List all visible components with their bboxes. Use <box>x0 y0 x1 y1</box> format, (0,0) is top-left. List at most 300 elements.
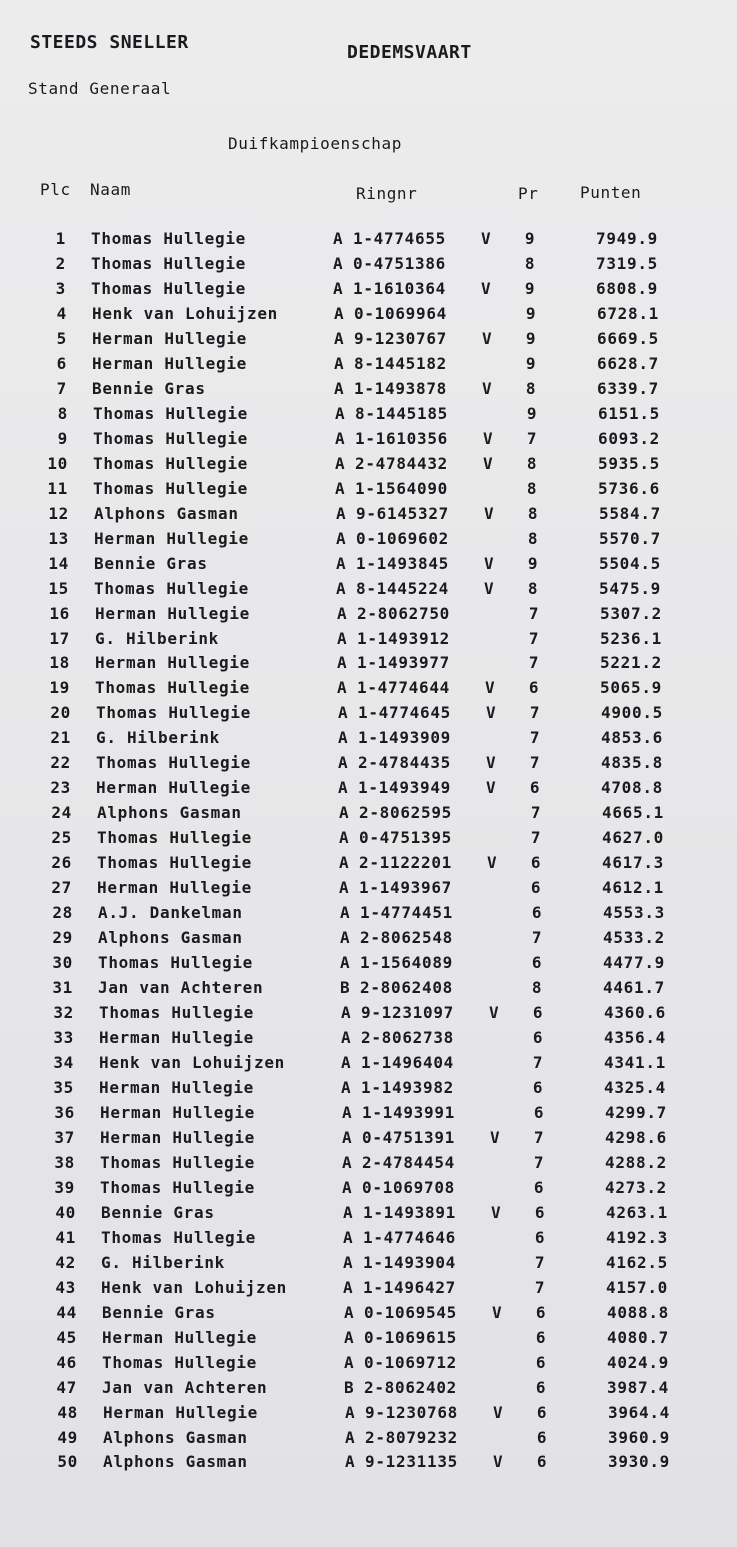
points-cell: 5475.9 <box>599 578 661 598</box>
ring-number-cell: 1-1493977 <box>357 653 450 673</box>
ring-number-cell: 1-1496404 <box>361 1052 454 1072</box>
name-cell: Thomas Hullegie <box>93 478 248 498</box>
points-cell: 4627.0 <box>602 828 664 848</box>
prizes-cell: 8 <box>524 253 536 273</box>
ring-number-cell: 2-8062750 <box>357 603 450 623</box>
name-cell: Herman Hullegie <box>95 653 250 673</box>
table-row <box>0 503 737 528</box>
name-cell: Thomas Hullegie <box>97 828 252 848</box>
v-marker-cell: V <box>486 703 497 723</box>
place-cell: 18 <box>49 653 70 673</box>
name-cell: Alphons Gasman <box>94 503 239 523</box>
prizes-cell: 7 <box>533 1127 545 1147</box>
name-cell: Herman Hullegie <box>100 1102 255 1122</box>
category-cell: A <box>337 678 348 698</box>
prizes-cell: 9 <box>526 403 538 423</box>
table-row <box>0 1277 737 1302</box>
v-marker-cell: V <box>493 1452 504 1472</box>
name-cell: Henk van Lohuijzen <box>92 303 278 323</box>
name-cell: Alphons Gasman <box>97 803 242 823</box>
category-cell: A <box>338 753 349 773</box>
points-cell: 6628.7 <box>597 353 659 373</box>
place-cell: 4 <box>56 303 67 323</box>
table-row <box>0 453 737 478</box>
table-row <box>0 1227 737 1252</box>
v-marker-cell: V <box>484 503 495 523</box>
prizes-cell: 6 <box>530 878 542 898</box>
place-cell: 34 <box>53 1052 74 1072</box>
v-marker-cell: V <box>483 428 494 448</box>
name-cell: Thomas Hullegie <box>97 853 252 873</box>
place-cell: 26 <box>51 853 72 873</box>
name-cell: Alphons Gasman <box>103 1427 248 1447</box>
category-cell: A <box>337 628 348 648</box>
prizes-cell: 6 <box>535 1352 547 1372</box>
points-cell: 5065.9 <box>600 678 662 698</box>
table-row <box>0 677 737 702</box>
points-cell: 4024.9 <box>607 1352 669 1372</box>
ring-number-cell: 1-1493912 <box>357 628 450 648</box>
table-row <box>0 702 737 727</box>
page-title: Duifkampioenschap <box>228 134 402 153</box>
name-cell: Herman Hullegie <box>100 1127 255 1147</box>
v-marker-cell: V <box>483 453 494 473</box>
category-cell: A <box>334 378 345 398</box>
table-row <box>0 652 737 677</box>
category-cell: A <box>341 1028 352 1047</box>
prizes-cell: 7 <box>529 703 541 723</box>
prizes-cell: 6 <box>530 853 542 873</box>
points-cell: 3987.4 <box>607 1377 669 1397</box>
points-cell: 4900.5 <box>601 703 663 723</box>
name-cell: Thomas Hullegie <box>91 229 246 248</box>
table-row <box>0 1352 737 1377</box>
points-cell: 4612.1 <box>602 878 664 898</box>
ring-number-cell: 9-1230767 <box>354 328 447 348</box>
table-row <box>0 752 737 777</box>
name-cell: Thomas Hullegie <box>96 753 251 773</box>
place-cell: 33 <box>53 1028 74 1047</box>
category-cell: A <box>338 778 349 798</box>
prizes-cell: 9 <box>525 303 537 323</box>
points-cell: 4299.7 <box>605 1102 667 1122</box>
location-name: DEDEMSVAART <box>347 42 472 63</box>
prizes-cell: 8 <box>526 453 538 473</box>
name-cell: Thomas Hullegie <box>95 678 250 698</box>
table-row <box>0 1202 737 1227</box>
category-cell: A <box>341 1003 352 1023</box>
prizes-cell: 7 <box>534 1252 546 1272</box>
ring-number-cell: 1-1493909 <box>358 728 451 748</box>
table-row <box>0 977 737 1002</box>
prizes-cell: 6 <box>533 1177 545 1197</box>
ring-number-cell: 1-4774655 <box>353 229 446 248</box>
table-row <box>0 278 737 303</box>
ring-number-cell: 8-1445182 <box>354 353 447 373</box>
prizes-cell: 9 <box>524 278 536 298</box>
prizes-cell: 6 <box>529 778 541 798</box>
table-row <box>0 852 737 877</box>
v-marker-cell: V <box>486 753 497 773</box>
ring-number-cell: 1-1493967 <box>359 878 452 898</box>
table-row <box>0 1302 737 1327</box>
table-row <box>0 802 737 827</box>
table-row <box>0 553 737 578</box>
category-cell: A <box>345 1427 356 1447</box>
prizes-cell: 7 <box>526 428 538 448</box>
place-cell: 42 <box>55 1252 76 1272</box>
name-cell: Thomas Hullegie <box>93 403 248 423</box>
category-cell: B <box>340 978 351 998</box>
points-cell: 4708.8 <box>601 778 663 798</box>
v-marker-cell: V <box>490 1127 501 1147</box>
club-name: STEEDS SNELLER <box>30 32 189 53</box>
place-cell: 5 <box>56 328 67 348</box>
category-cell: A <box>333 229 344 248</box>
points-cell: 5935.5 <box>598 453 660 473</box>
name-cell: Alphons Gasman <box>98 928 243 948</box>
v-marker-cell: V <box>489 1003 500 1023</box>
points-cell: 6151.5 <box>598 403 660 423</box>
prizes-cell: 7 <box>534 1277 546 1297</box>
points-cell: 4477.9 <box>603 953 665 973</box>
ring-number-cell: 1-1564090 <box>355 478 448 498</box>
points-cell: 4263.1 <box>606 1202 668 1222</box>
category-cell: A <box>336 528 347 548</box>
ring-number-cell: 1-1493845 <box>356 553 449 573</box>
points-cell: 6808.9 <box>596 278 658 298</box>
ring-number-cell: 0-4751395 <box>359 828 452 848</box>
table-row <box>0 253 737 278</box>
category-cell: A <box>339 828 350 848</box>
table-row <box>0 603 737 628</box>
points-cell: 6093.2 <box>598 428 660 448</box>
place-cell: 12 <box>48 503 69 523</box>
points-cell: 4088.8 <box>607 1302 669 1322</box>
table-row <box>0 1402 737 1427</box>
prizes-cell: 6 <box>528 678 540 698</box>
points-cell: 4665.1 <box>602 803 664 823</box>
points-cell: 4080.7 <box>607 1327 669 1347</box>
category-cell: A <box>342 1127 353 1147</box>
points-cell: 5584.7 <box>599 503 661 523</box>
name-cell: Herman Hullegie <box>102 1327 257 1347</box>
table-row <box>0 877 737 902</box>
category-cell: A <box>333 253 344 273</box>
prizes-cell: 9 <box>527 553 539 573</box>
points-cell: 4298.6 <box>605 1127 667 1147</box>
name-cell: Thomas Hullegie <box>96 703 251 723</box>
name-cell: Alphons Gasman <box>103 1452 248 1472</box>
category-cell: A <box>343 1277 354 1297</box>
v-marker-cell: V <box>492 1302 503 1322</box>
points-cell: 5504.5 <box>599 553 661 573</box>
name-cell: Henk van Lohuijzen <box>99 1052 285 1072</box>
ring-number-cell: 2-8062595 <box>359 803 452 823</box>
name-cell: A.J. Dankelman <box>98 903 243 923</box>
prizes-cell: 6 <box>534 1227 546 1247</box>
name-cell: Thomas Hullegie <box>99 1003 254 1023</box>
column-header-punten: Punten <box>580 183 642 202</box>
v-marker-cell: V <box>481 229 492 248</box>
place-cell: 7 <box>56 378 67 398</box>
table-row <box>0 353 737 378</box>
v-marker-cell: V <box>482 328 493 348</box>
name-cell: Thomas Hullegie <box>91 253 246 273</box>
v-marker-cell: V <box>484 578 495 598</box>
place-cell: 40 <box>55 1202 76 1222</box>
prizes-cell: 6 <box>536 1452 548 1472</box>
prizes-cell: 7 <box>533 1152 545 1172</box>
name-cell: Thomas Hullegie <box>100 1152 255 1172</box>
name-cell: Thomas Hullegie <box>91 278 246 298</box>
table-row <box>0 228 737 253</box>
table-row <box>0 1027 737 1052</box>
name-cell: Herman Hullegie <box>94 528 249 548</box>
points-cell: 4461.7 <box>603 978 665 998</box>
name-cell: G. Hilberink <box>96 728 220 748</box>
table-row <box>0 777 737 802</box>
points-cell: 4341.1 <box>604 1052 666 1072</box>
table-row <box>0 1177 737 1202</box>
table-row <box>0 727 737 752</box>
name-cell: Thomas Hullegie <box>102 1352 257 1372</box>
category-cell: A <box>335 428 346 448</box>
points-cell: 4288.2 <box>605 1152 667 1172</box>
ring-number-cell: 2-8062408 <box>360 978 453 998</box>
ring-number-cell: 2-4784432 <box>355 453 448 473</box>
points-cell: 5307.2 <box>600 603 662 623</box>
place-cell: 50 <box>57 1452 78 1472</box>
ring-number-cell: 1-1493904 <box>363 1252 456 1272</box>
table-row <box>0 478 737 503</box>
ring-number-cell: 0-1069545 <box>364 1302 457 1322</box>
category-cell: A <box>341 1077 352 1097</box>
place-cell: 23 <box>50 778 71 798</box>
prizes-cell: 9 <box>524 229 536 248</box>
place-cell: 15 <box>48 578 69 598</box>
table-row <box>0 1077 737 1102</box>
category-cell: A <box>340 953 351 973</box>
name-cell: Thomas Hullegie <box>94 578 249 598</box>
category-cell: A <box>341 1052 352 1072</box>
prizes-cell: 6 <box>535 1377 547 1397</box>
category-cell: A <box>335 478 346 498</box>
table-row <box>0 428 737 453</box>
table-row <box>0 403 737 428</box>
prizes-cell: 6 <box>536 1402 548 1422</box>
prizes-cell: 9 <box>525 328 537 348</box>
ring-number-cell: 2-8079232 <box>365 1427 458 1447</box>
ring-number-cell: 1-1564089 <box>360 953 453 973</box>
ring-number-cell: 2-8062402 <box>364 1377 457 1397</box>
prizes-cell: 7 <box>529 728 541 748</box>
category-cell: A <box>345 1402 356 1422</box>
category-cell: A <box>344 1302 355 1322</box>
ring-number-cell: 1-4774645 <box>358 703 451 723</box>
points-cell: 4835.8 <box>601 753 663 773</box>
place-cell: 41 <box>55 1227 76 1247</box>
ring-number-cell: 2-4784435 <box>358 753 451 773</box>
place-cell: 45 <box>56 1327 77 1347</box>
category-cell: A <box>343 1227 354 1247</box>
place-cell: 37 <box>54 1127 75 1147</box>
points-cell: 7949.9 <box>596 229 658 248</box>
category-cell: A <box>335 453 346 473</box>
name-cell: Bennie Gras <box>92 378 206 398</box>
place-cell: 27 <box>51 878 72 898</box>
category-cell: A <box>339 803 350 823</box>
name-cell: G. Hilberink <box>101 1252 225 1272</box>
ring-number-cell: 0-1069615 <box>364 1327 457 1347</box>
ring-number-cell: 0-1069964 <box>354 303 447 323</box>
table-row <box>0 1002 737 1027</box>
table-row <box>0 1152 737 1177</box>
points-cell: 4617.3 <box>602 853 664 873</box>
place-cell: 28 <box>52 903 73 923</box>
v-marker-cell: V <box>484 553 495 573</box>
place-cell: 39 <box>54 1177 75 1197</box>
name-cell: Bennie Gras <box>101 1202 215 1222</box>
name-cell: Herman Hullegie <box>92 328 247 348</box>
place-cell: 22 <box>50 753 71 773</box>
place-cell: 11 <box>47 478 68 498</box>
prizes-cell: 6 <box>533 1102 545 1122</box>
place-cell: 8 <box>57 403 68 423</box>
place-cell: 35 <box>53 1077 74 1097</box>
table-row <box>0 1327 737 1352</box>
ring-number-cell: 2-8062548 <box>360 928 453 948</box>
name-cell: Henk van Lohuijzen <box>101 1277 287 1297</box>
points-cell: 6728.1 <box>597 303 659 323</box>
ring-number-cell: 8-1445224 <box>356 578 449 598</box>
prizes-cell: 7 <box>532 1052 544 1072</box>
ring-number-cell: 1-1493949 <box>358 778 451 798</box>
name-cell: Herman Hullegie <box>99 1028 254 1047</box>
ring-number-cell: 0-1069708 <box>362 1177 455 1197</box>
prizes-cell: 6 <box>535 1302 547 1322</box>
table-row <box>0 1127 737 1152</box>
place-cell: 10 <box>47 453 68 473</box>
ring-number-cell: 1-1496427 <box>363 1277 456 1297</box>
prizes-cell: 7 <box>529 753 541 773</box>
category-cell: A <box>337 603 348 623</box>
prizes-cell: 8 <box>527 503 539 523</box>
prizes-cell: 6 <box>534 1202 546 1222</box>
ring-number-cell: 1-1610356 <box>355 428 448 448</box>
name-cell: Herman Hullegie <box>92 353 247 373</box>
name-cell: Thomas Hullegie <box>100 1177 255 1197</box>
ring-number-cell: 1-4774644 <box>357 678 450 698</box>
points-cell: 4853.6 <box>601 728 663 748</box>
name-cell: Herman Hullegie <box>96 778 251 798</box>
place-cell: 19 <box>49 678 70 698</box>
ring-number-cell: 9-1230768 <box>365 1402 458 1422</box>
category-cell: A <box>342 1152 353 1172</box>
place-cell: 13 <box>48 528 69 548</box>
ring-number-cell: 9-1231135 <box>365 1452 458 1472</box>
points-cell: 4533.2 <box>603 928 665 948</box>
place-cell: 17 <box>49 628 70 648</box>
prizes-cell: 6 <box>531 953 543 973</box>
place-cell: 9 <box>57 428 68 448</box>
table-row <box>0 628 737 653</box>
category-cell: A <box>338 703 349 723</box>
place-cell: 44 <box>56 1302 77 1322</box>
ring-number-cell: 9-1231097 <box>361 1003 454 1023</box>
category-cell: A <box>343 1202 354 1222</box>
place-cell: 32 <box>53 1003 74 1023</box>
name-cell: Bennie Gras <box>94 553 208 573</box>
name-cell: Jan van Achteren <box>102 1377 268 1397</box>
ring-number-cell: 1-1610364 <box>353 278 446 298</box>
ring-number-cell: 2-8062738 <box>361 1028 454 1047</box>
points-cell: 4273.2 <box>605 1177 667 1197</box>
name-cell: Bennie Gras <box>102 1302 216 1322</box>
points-cell: 4157.0 <box>606 1277 668 1297</box>
v-marker-cell: V <box>487 853 498 873</box>
ring-number-cell: 0-1069602 <box>356 528 449 548</box>
category-cell: A <box>340 928 351 948</box>
prizes-cell: 8 <box>525 378 537 398</box>
ring-number-cell: 1-4774646 <box>363 1227 456 1247</box>
v-marker-cell: V <box>493 1402 504 1422</box>
v-marker-cell: V <box>481 278 492 298</box>
name-cell: Herman Hullegie <box>103 1402 258 1422</box>
table-row <box>0 1377 737 1402</box>
column-header-ringnr: Ringnr <box>356 184 418 203</box>
category-cell: A <box>344 1352 355 1372</box>
category-cell: A <box>339 878 350 898</box>
place-cell: 21 <box>50 728 71 748</box>
ring-number-cell: 1-1493878 <box>354 378 447 398</box>
category-cell: A <box>334 353 345 373</box>
prizes-cell: 6 <box>531 903 543 923</box>
category-cell: A <box>336 553 347 573</box>
table-row <box>0 952 737 977</box>
ring-number-cell: 2-1122201 <box>359 853 452 873</box>
table-row <box>0 1451 737 1476</box>
place-cell: 38 <box>54 1152 75 1172</box>
name-cell: Thomas Hullegie <box>93 428 248 448</box>
table-row <box>0 902 737 927</box>
points-cell: 6669.5 <box>597 328 659 348</box>
points-cell: 4325.4 <box>604 1077 666 1097</box>
points-cell: 5221.2 <box>600 653 662 673</box>
place-cell: 3 <box>55 278 66 298</box>
name-cell: Jan van Achteren <box>98 978 264 998</box>
points-cell: 7319.5 <box>596 253 658 273</box>
points-cell: 4192.3 <box>606 1227 668 1247</box>
place-cell: 47 <box>56 1377 77 1397</box>
ring-number-cell: 1-4774451 <box>360 903 453 923</box>
v-marker-cell: V <box>485 678 496 698</box>
place-cell: 36 <box>54 1102 75 1122</box>
table-row <box>0 303 737 328</box>
prizes-cell: 7 <box>530 803 542 823</box>
table-row <box>0 927 737 952</box>
subtitle: Stand Generaal <box>28 79 172 98</box>
place-cell: 1 <box>55 229 66 248</box>
prizes-cell: 8 <box>526 478 538 498</box>
table-row <box>0 1052 737 1077</box>
category-cell: B <box>344 1377 355 1397</box>
category-cell: A <box>342 1102 353 1122</box>
ring-number-cell: 0-1069712 <box>364 1352 457 1372</box>
points-cell: 4360.6 <box>604 1003 666 1023</box>
table-row <box>0 328 737 353</box>
v-marker-cell: V <box>491 1202 502 1222</box>
